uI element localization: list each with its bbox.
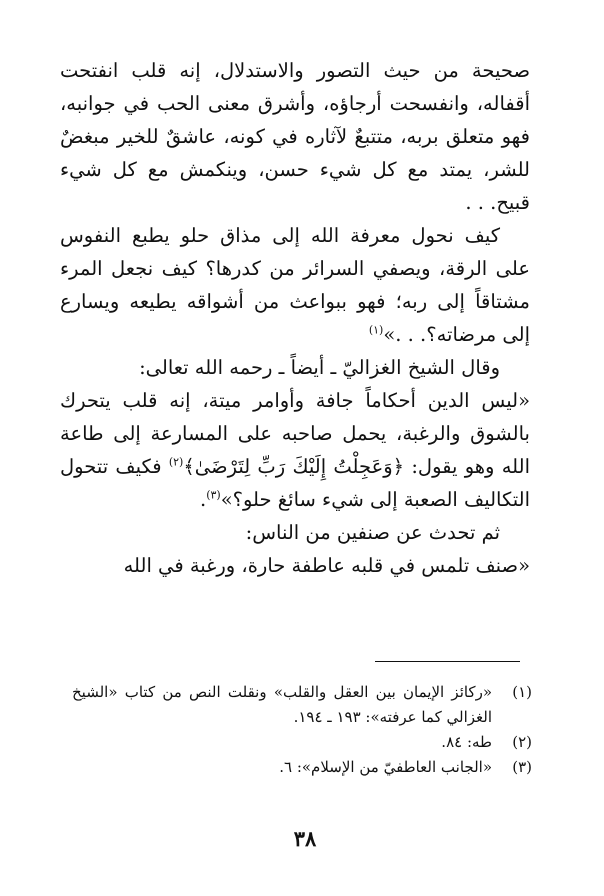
footnote-1 — [72, 680, 532, 730]
footnote-text: طه: ٨٤. — [441, 733, 492, 751]
quran-verse: ﴿وَعَجِلْتُ إِلَيْكَ رَبِّ لِتَرْضَىٰ﴾ — [183, 455, 405, 478]
paragraph-text-after: فكيف تتحول التكاليف الصعبة إلى شيء سائغ حلو؟» — [60, 455, 530, 511]
footnote-3 — [72, 755, 532, 780]
main-text — [60, 54, 530, 582]
paragraph-trailing-period: . — [199, 488, 207, 511]
footnote-number: (١) — [512, 683, 532, 701]
paragraph-intro — [60, 516, 530, 549]
paragraph-question — [60, 219, 530, 351]
paragraph-quote-start — [60, 549, 530, 582]
footnote-text: «الجانب العاطفيّ من الإسلام»: ٦. — [279, 758, 492, 776]
footnotes — [72, 680, 532, 780]
footnote-separator — [375, 661, 520, 662]
paragraph-attribution — [60, 351, 530, 384]
paragraph-text: وقال الشيخ الغزاليّ ـ أيضاً ـ رحمه الله تعالى: — [139, 356, 500, 379]
footnote-ref-2: (٢) — [168, 455, 184, 469]
paragraph-quote — [60, 384, 530, 516]
footnote-ref-3: (٣) — [206, 488, 221, 502]
paragraph-text: «ليس الدين أحكاماً جافة وأوامر ميتة، إنه قلب يتحرك بالشوق والرغبة، يحمل صاحبه على المسارعة إلى طاعة الله وهو يقول: — [60, 389, 531, 478]
footnote-2 — [72, 730, 532, 755]
paragraph-text: صحيحة من حيث التصور والاستدلال، إنه قلب انفتحت أقفاله، وانفسحت أرجاؤه، وأشرق معنى الحب في جوانبه، فهو متعلق بربه، متتبعٌ لآثاره في كونه، عاشقٌ للخير مبغضٌ للشر، يمتد مع كل شيء حسن، وينكمش مع كل شيء قبيح. . . — [60, 59, 530, 214]
paragraph-continuation — [60, 54, 530, 219]
paragraph-text: «صنف تلمس في قلبه عاطفة حارة، ورغبة في الله — [123, 554, 530, 577]
footnote-ref-1: (١) — [368, 323, 384, 337]
footnote-text: «ركائز الإيمان بين العقل والقلب» ونقلت النص من كتاب «الشيخ الغزالي كما عرفته»: ١٩٣ ـ ١٩٤. — [72, 683, 492, 726]
paragraph-text: ثم تحدث عن صنفين من الناس: — [245, 521, 500, 544]
page-number: ٣٨ — [293, 826, 317, 851]
paragraph-text: كيف نحول معرفة الله إلى مذاق حلو يطبع النفوس على الرقة، ويصفي السرائر من كدرها؟ كيف نجعل المرء مشتاقاً إلى ربه؛ فهو ببواعث من أشواقه يطيعه ويسارع إلى مرضاته؟. . .» — [60, 224, 530, 346]
footnote-number: (٢) — [512, 733, 532, 751]
footnote-number: (٣) — [512, 758, 532, 776]
